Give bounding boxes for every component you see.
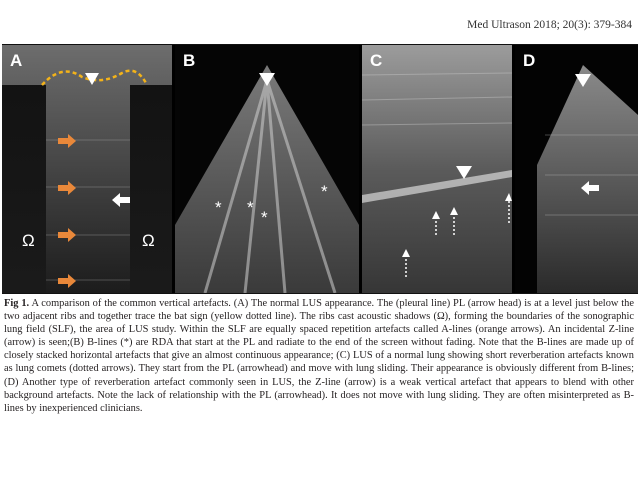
b-line-star: * [261,208,268,227]
caption-text: A comparison of the common vertical artefacts. (A) The normal LUS appearance. The (pleural line) PL (arrow head) is at a level just below the two adjacent ribs and together trace the bat sign (yellow dotted line). The ribs cast acoustic shadows (Ω), forming the boundaries of the sonographic lung field (SLF), the area of LUS study. Within the SLF are equally spaced repetition artefacts called A-lines (orange arrows). An incidental Z-line (arrow) is seen;(B) B-lines (*) are RDA that start at the PL and radiate to the end of the screen without fading. Note that the B-lines are made up of closely stacked horizontal artefacts that give an almost continuous appearance; (C) LUS of a normal lung showing short reverberation artefacts known as lung comets (dotted arrows). They start from the PL (arrowhead) and move with lung sliding. Their appearance is obviously different from B-lines; (D) Another type of reverberation artefact commonly seen in LUS, the Z-line (arrow) is a weak vertical artefact that appears to blend with other background artefacts. Note the lack of relationship with the PL (arrowhead). It does not move with lung sliding. They are often misinterpreted as B-lines by inexperienced clinicians. [4,298,634,414]
caption-label: Fig 1. [4,298,30,309]
b-line-star: * [247,198,254,217]
panel-d [515,45,638,293]
panel-d-ultrasound [515,45,638,293]
panel-label: A [10,51,23,70]
panel-a-ultrasound [2,45,172,293]
panel-b-ultrasound [175,45,359,293]
omega-symbol: Ω [142,231,155,250]
panel-c-ultrasound [362,45,512,293]
panel-a [2,45,172,293]
panel-label: B [183,51,196,70]
figure-panels [2,44,638,294]
panel-c [362,45,512,293]
b-line-star: * [321,182,328,201]
panel-label: C [370,51,383,70]
panel-label: D [523,51,536,70]
figure-caption [4,297,634,415]
panel-b [175,45,359,293]
omega-symbol: Ω [22,231,35,250]
journal-reference: Med Ultrason 2018; 20(3): 379-384 [467,19,632,31]
b-line-star: * [215,198,222,217]
